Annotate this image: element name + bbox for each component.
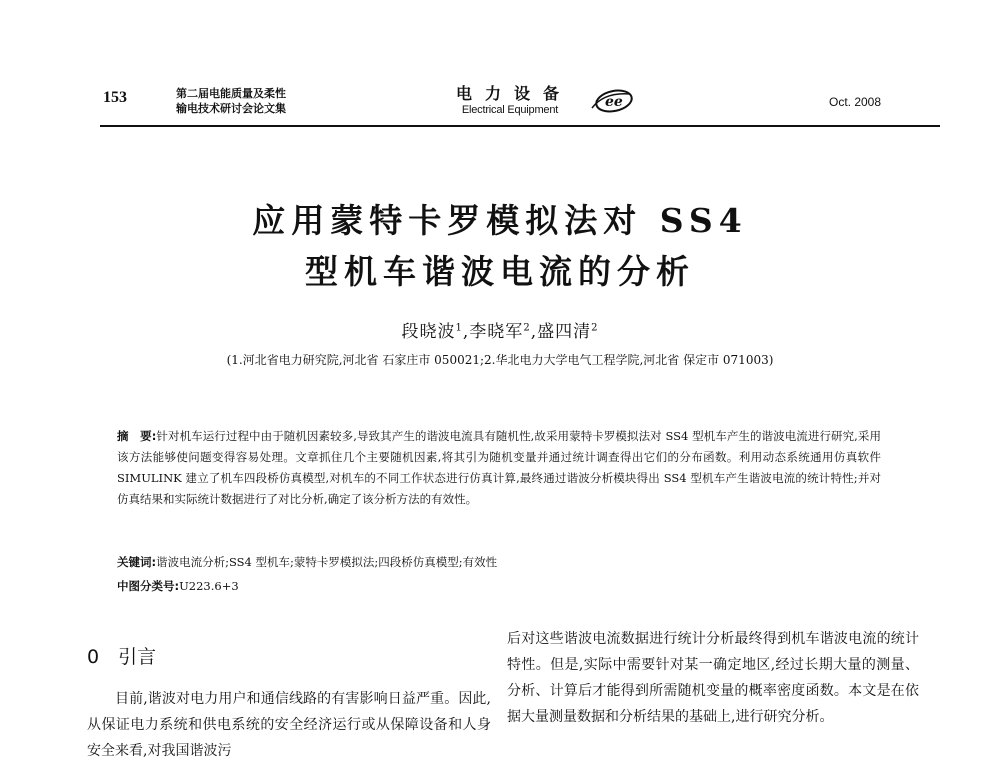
- abstract: [117, 426, 881, 510]
- journal-name-cn: 电力设备: [455, 84, 572, 103]
- author-affiliation-mark: 2: [591, 322, 599, 334]
- author-list: 段晓波$^1$,李晓军$^2$,盛四清$^2$: [401, 322, 599, 342]
- conference-name: [176, 86, 286, 116]
- journal-name-en: Electrical Equipment: [461, 104, 559, 116]
- conference-line-1: 第二届电能质量及柔性: [176, 87, 286, 100]
- journal-logo-text: ee: [605, 94, 623, 110]
- conference-line-2: 输电技术研讨会论文集: [176, 102, 286, 115]
- author-name: 段晓波: [401, 322, 456, 342]
- section-heading: 0 引言: [87, 646, 157, 668]
- paper-title-line-1: 应用蒙特卡罗模拟法对 SS4: [252, 201, 748, 240]
- classification-label: 中图分类号:: [117, 579, 180, 593]
- classification-text: U223.6+3: [179, 579, 239, 593]
- author-name: 李晓军: [469, 322, 524, 342]
- body-column-right: 后对这些谐波电流数据进行统计分析最终得到机车谐波电流的统计特性。但是,实际中需要针对某一确定地区,经过长期大量的测量、分析、计算后才能得到所需随机变量的概率密度函数。本文是在依据大量测量数据和分析结果的基础上,进行研究分析。: [507, 631, 919, 725]
- keywords: [117, 552, 881, 572]
- classification-number: [117, 576, 239, 596]
- journal-name: [436, 84, 584, 117]
- abstract-label: 摘 要:: [117, 429, 157, 443]
- paper-title-line-2: 型机车谐波电流的分析: [305, 252, 695, 291]
- keywords-text: 谐波电流分析;SS4 型机车;蒙特卡罗模拟法;四段桥仿真模型;有效性: [156, 555, 498, 569]
- header-rule: [100, 125, 940, 127]
- author-affiliation-mark: 1: [455, 322, 463, 334]
- abstract-text: 针对机车运行过程中由于随机因素较多,导致其产生的谐波电流具有随机性,故采用蒙特卡罗模拟法对 SS4 型机车产生的谐波电流进行研究,采用该方法能够使问题变得容易处理。文章抓住几个主要随机因素,将其引为随机变量并通过统计调查得出它们的分布函数。利用动态系统通用仿真软件 SIMULINK 建立了机车四段桥仿真模型,对机车的不同工作状态进行仿真计算,最终通过谐波分析模块得出 SS4 型机车产生谐波电流的统计特性;并对仿真结果和实际统计数据进行了对比分析,确定了该分析方法的有效性。: [117, 429, 881, 506]
- keywords-label: 关键词:: [117, 555, 157, 569]
- author-name: 盛四清: [537, 322, 592, 342]
- author-affiliation-mark: 2: [523, 322, 531, 334]
- page-number: 153: [103, 89, 127, 106]
- body-column-left: 目前,谐波对电力用户和通信线路的有害影响日益严重。因此,从保证电力系统和供电系统的安全经济运行或从保障设备和人身安全来看,对我国谐波污: [87, 691, 491, 759]
- journal-logo-icon: [590, 88, 634, 114]
- affiliation: (1.河北省电力研究院,河北省 石家庄市 050021;2.华北电力大学电气工程学院,河北省 保定市 071003): [226, 353, 774, 367]
- issue-date: Oct. 2008: [829, 95, 882, 109]
